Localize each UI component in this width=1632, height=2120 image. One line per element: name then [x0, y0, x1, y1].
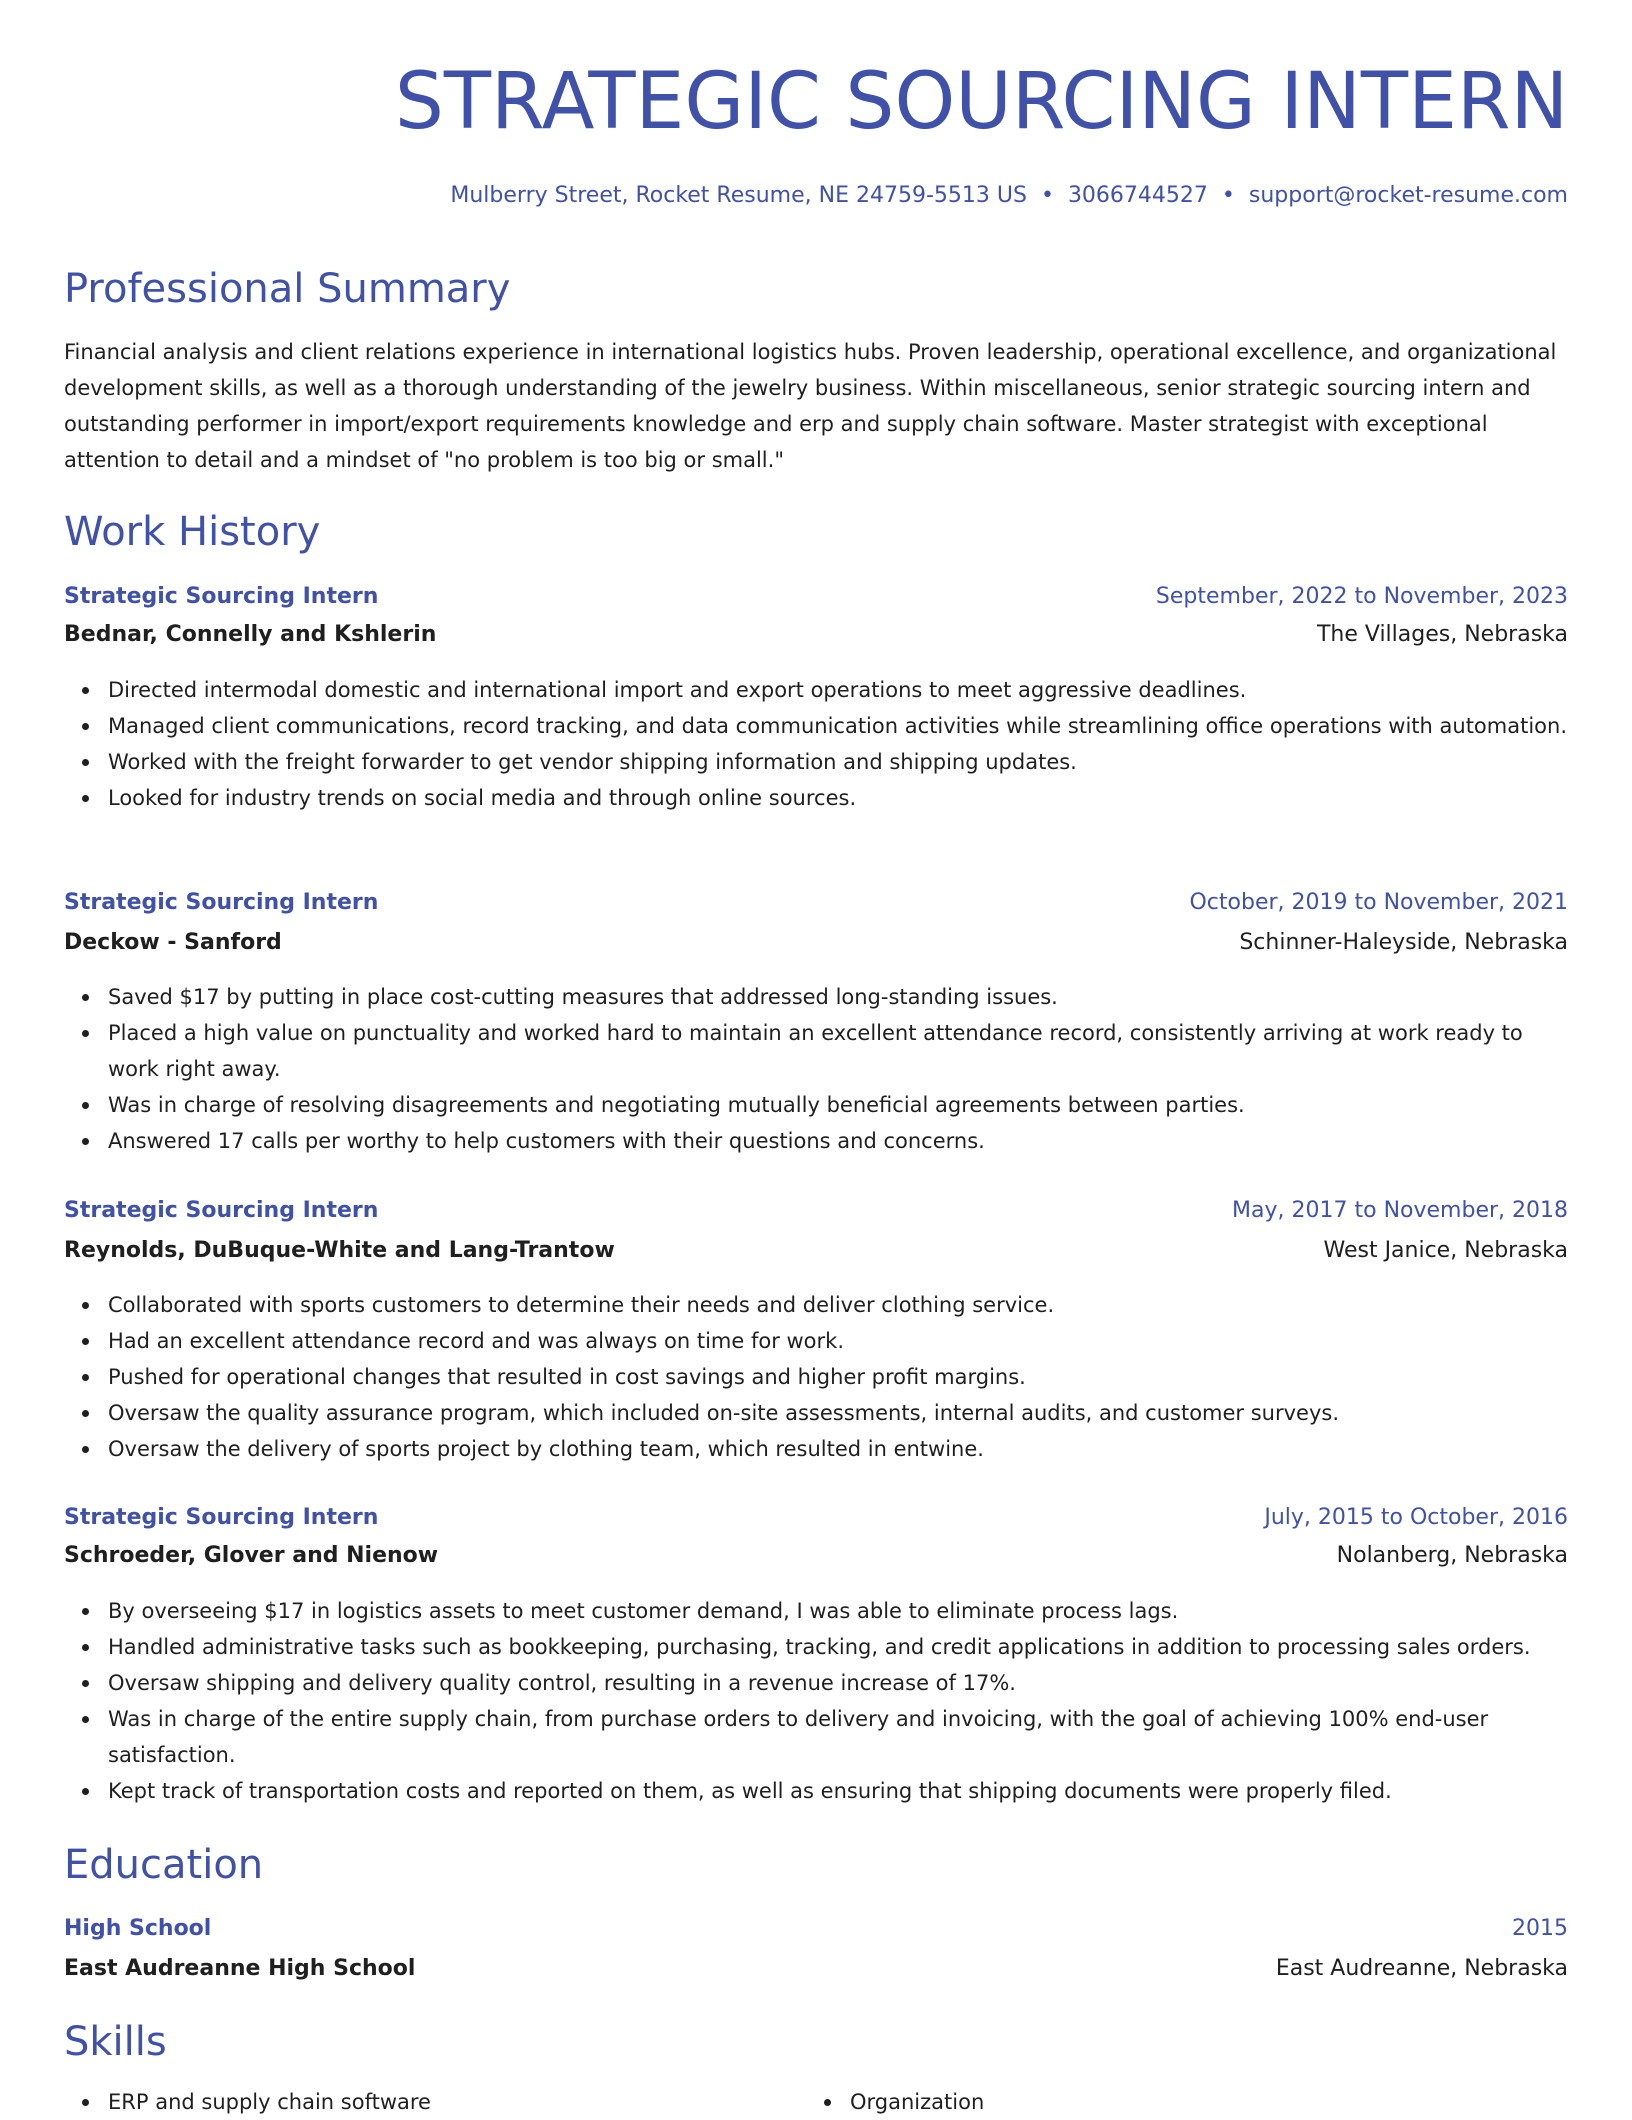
job-bullets	[64, 1593, 1568, 1809]
list-item: Oversaw the delivery of sports project by clothing team, which resulted in entwine.	[108, 1431, 1568, 1467]
education-header	[64, 1913, 1568, 1945]
list-item: Worked with the freight forwarder to get vendor shipping information and shipping updates.	[108, 744, 1568, 780]
section-title-education: Education	[64, 1842, 264, 1888]
job-subheader	[64, 927, 1568, 959]
skills-column-right	[806, 2084, 984, 2120]
list-item: Was in charge of the entire supply chain, from purchase orders to delivery and invoicing, with the goal of achieving 100% end-user satisfaction.	[108, 1701, 1568, 1773]
list-item: Pushed for operational changes that resulted in cost savings and higher profit margins.	[108, 1359, 1568, 1395]
job-location: West Janice, Nebraska	[1323, 1238, 1568, 1263]
list-item: Oversaw the quality assurance program, which included on-site assessments, internal audits, and customer surveys.	[108, 1395, 1568, 1431]
list-item: Saved $17 by putting in place cost-cutting measures that addressed long-standing issues.	[108, 979, 1568, 1015]
job-dates: May, 2017 to November, 2018	[1232, 1198, 1568, 1223]
contact-line	[450, 180, 1568, 212]
job-role: Strategic Sourcing Intern	[64, 1198, 379, 1223]
education-year: 2015	[1512, 1916, 1568, 1941]
job-company: Schroeder, Glover and Nienow	[64, 1543, 439, 1568]
list-item: Directed intermodal domestic and international import and export operations to meet aggressive deadlines.	[108, 672, 1568, 708]
job-subheader	[64, 1540, 1568, 1572]
resume-name: STRATEGIC SOURCING INTERN	[394, 57, 1568, 147]
education-school: East Audreanne High School	[64, 1956, 416, 1981]
job-company: Bednar, Connelly and Kshlerin	[64, 622, 437, 647]
list-item: Oversaw shipping and delivery quality control, resulting in a revenue increase of 17%.	[108, 1665, 1568, 1701]
section-title-work-history: Work History	[64, 509, 321, 555]
job-header	[64, 581, 1568, 613]
job-bullets	[64, 672, 1568, 816]
job-role: Strategic Sourcing Intern	[64, 584, 379, 609]
job-header	[64, 1502, 1568, 1534]
list-item: Handled administrative tasks such as bookkeeping, purchasing, tracking, and credit applications in addition to processing sales orders.	[108, 1629, 1568, 1665]
job-dates: October, 2019 to November, 2021	[1189, 890, 1568, 915]
skill-item: ERP and supply chain software	[108, 2084, 431, 2120]
list-item: Answered 17 calls per worthy to help customers with their questions and concerns.	[108, 1123, 1568, 1159]
job-dates: July, 2015 to October, 2016	[1264, 1505, 1568, 1530]
list-item: Looked for industry trends on social media and through online sources.	[108, 780, 1568, 816]
contact-separator: •	[1221, 183, 1235, 208]
summary-text: Financial analysis and client relations experience in international logistics hubs. Proven leadership, operational excellence, and organizational development skills, as well as a thorough understanding of the jewelry business. Within miscellaneous, senior strategic sourcing intern and outstanding performer in import/export requirements knowledge and erp and supply chain software. Master strategist with exceptional attention to detail and a mindset of "no problem is too big or small."	[64, 340, 1557, 472]
job-bullets	[64, 1287, 1568, 1467]
list-item: Collaborated with sports customers to determine their needs and deliver clothing service.	[108, 1287, 1568, 1323]
education-subheader	[64, 1953, 1568, 1985]
list-item: Had an excellent attendance record and was always on time for work.	[108, 1323, 1568, 1359]
job-subheader	[64, 619, 1568, 651]
job-subheader	[64, 1235, 1568, 1267]
skills-column-left	[64, 2084, 431, 2120]
education-location: East Audreanne, Nebraska	[1275, 1956, 1568, 1981]
job-company: Deckow - Sanford	[64, 930, 282, 955]
section-title-summary: Professional Summary	[64, 266, 511, 312]
contact-email: support@rocket-resume.com	[1248, 183, 1568, 208]
job-location: The Villages, Nebraska	[1316, 622, 1568, 647]
job-dates: September, 2022 to November, 2023	[1155, 584, 1568, 609]
list-item: Placed a high value on punctuality and worked hard to maintain an excellent attendance record, consistently arriving at work ready to work right away.	[108, 1015, 1568, 1087]
list-item: By overseeing $17 in logistics assets to meet customer demand, I was able to eliminate process lags.	[108, 1593, 1568, 1629]
contact-separator: •	[1040, 183, 1054, 208]
resume-content	[64, 0, 1568, 2112]
job-bullets	[64, 979, 1568, 1159]
job-location: Nolanberg, Nebraska	[1336, 1543, 1568, 1568]
job-company: Reynolds, DuBuque-White and Lang-Trantow	[64, 1238, 615, 1263]
contact-address: Mulberry Street, Rocket Resume, NE 24759-5513 US	[450, 183, 1027, 208]
contact-phone: 3066744527	[1067, 183, 1208, 208]
job-header	[64, 887, 1568, 919]
list-item: Managed client communications, record tracking, and data communication activities while streamlining office operations with automation.	[108, 708, 1568, 744]
education-degree: High School	[64, 1916, 212, 1941]
skill-item: Organization	[850, 2084, 984, 2120]
job-role: Strategic Sourcing Intern	[64, 1505, 379, 1530]
job-role: Strategic Sourcing Intern	[64, 890, 379, 915]
section-title-skills: Skills	[64, 2019, 167, 2065]
list-item: Was in charge of resolving disagreements and negotiating mutually beneficial agreements between parties.	[108, 1087, 1568, 1123]
list-item: Kept track of transportation costs and reported on them, as well as ensuring that shipping documents were properly filed.	[108, 1773, 1568, 1809]
job-header	[64, 1195, 1568, 1227]
job-location: Schinner-Haleyside, Nebraska	[1239, 930, 1568, 955]
